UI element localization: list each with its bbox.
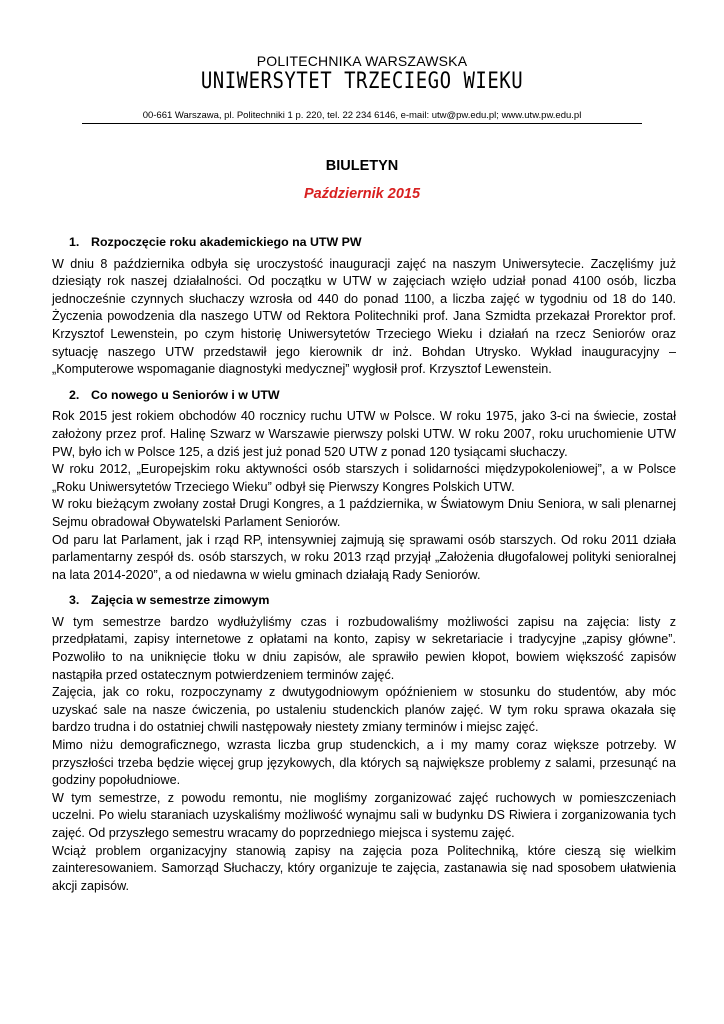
section-title: Co nowego u Seniorów i w UTW — [91, 387, 280, 402]
section-title: Rozpoczęcie roku akademickiego na UTW PW — [91, 235, 362, 249]
section-title: Zajęcia w semestrze zimowym — [91, 593, 270, 608]
paragraph: Rok 2015 jest rokiem obchodów 40 rocznicy ruchu UTW w Polsce. W roku 1975, jako 3-ci na świecie, został założony przez prof. Halinę Szwarz w Warszawie pierwszy polski UTW. W roku 2007, roku uruchomienie UTW PW, było ich w Polsce 125, a dziś jest już ponad 520 UTW z ponad 120 tysiącami słuchaczy. — [52, 409, 676, 459]
paragraph: W tym semestrze, z powodu remontu, nie mogliśmy zorganizować zajęć ruchowych w pomieszczeniach uczelni. Po wielu staraniach uzyskaliśmy możliwość wynajmu sali w budynku DS Riwiera i zorganizowania tych zajęć. Od przyszłego semestru wracamy do poprzedniego miejsca i systemu zajęć. — [52, 790, 676, 840]
section-heading — [52, 234, 676, 252]
paragraph: Wciąż problem organizacyjny stanowią zapisy na zajęcia poza Politechniką, które cieszą się wielkim zainteresowaniem. Samorząd Słuchaczy, który organizuje te zajęcia, zastanawia się nad sposobem ułatwienia akcji zapisów. — [52, 843, 676, 893]
section-news — [52, 387, 676, 585]
contact-line: 00-661 Warszawa, pl. Politechniki 1 p. 220, tel. 22 234 6146, e-mail: utw@pw.edu.pl; www.utw.pw.edu.pl — [142, 110, 582, 121]
section-winter-classes — [52, 592, 676, 895]
document-title: BIULETYN — [325, 158, 399, 174]
paragraph: Mimo niżu demograficznego, wzrasta liczba grup studenckich, a i my mamy coraz większe potrzeby. W przyszłości trzeba będzie więcej grup językowych, dla których są największe problemy z salami, przesunąć na godziny popołudniowe. — [52, 738, 676, 788]
section-number: 2. — [69, 387, 80, 402]
paragraph: W roku bieżącym zwołany został Drugi Kongres, a 1 października, w Światowym Dniu Seniora, w sali plenarnej Sejmu obradował Obywatelski Parlament Seniorów. — [52, 497, 676, 529]
document-body — [52, 234, 676, 903]
section-heading — [52, 592, 676, 610]
paragraph: W tym semestrze bardzo wydłużyliśmy czas i rozbudowaliśmy możliwości zapisu na zajęcia: listy z przedpłatami, zapisy internetowe z opłatami na konto, zapisy w sekretariacie i tradycyjne „zapisy główne”. Pozwoliło to na uniknięcie tłoku w dniu zapisów, ale sprawiło pewien kłopot, bowiem większość zapisów nastąpiła przed ostatecznym potwierdzeniem terminów zajęć. — [52, 614, 676, 682]
section-heading — [52, 387, 676, 405]
paragraph: Zajęcia, jak co roku, rozpoczynamy z dwutygodniowym opóźnieniem w stosunku do studentów, aby móc uzyskać sale na nasze ćwiczenia, po ustaleniu studenckich planów zajęć. W tym roku sprawa okazała się bardzo trudna i do ostatniej chwili następowały niestety zmiany terminów i miejsc zajęć. — [52, 685, 676, 735]
university-name: UNIWERSYTET TRZECIEGO WIEKU — [200, 68, 524, 94]
header-divider — [82, 123, 642, 124]
organization-name: POLITECHNIKA WARSZAWSKA — [256, 53, 468, 69]
section-inauguration — [52, 234, 676, 379]
paragraph: Od paru lat Parlament, jak i rząd RP, intensywniej zajmują się sprawami osób starszych. Od roku 2011 działa parlamentarny zespół ds. osób starszych, w roku 2013 rząd przyjął „Założenia długofalowej polityki senioralnej na lata 2014-2020”, a od niedawna w wielu gminach działają Rady Seniorów. — [52, 532, 676, 582]
document-date: Październik 2015 — [303, 186, 421, 202]
section-number: 1. — [69, 235, 80, 249]
section-number: 3. — [69, 593, 80, 608]
paragraph: W dniu 8 października odbyła się uroczystość inauguracji zajęć na naszym Uniwersytecie. Zaczęliśmy już dziesiąty rok naszej działalności. Od początku w UTW w zajęciach wzięło udział ponad 4100 osób, liczba jednocześnie czynnych słuchaczy wzrosła od 440 do ponad 1100, a liczba zajęć w tygodniu od 18 do 140. Życzenia powodzenia dla naszego UTW od Rektora Politechniki prof. Jana Szmidta przekazał Prorektor prof. Krzysztof Lewenstein, po czym historię Uniwersytetów Trzeciego Wieku i działań na rzecz Seniorów oraz sytuację naszego UTW przedstawił jego kierownik dr inż. Bohdan Utrysko. Wykład inauguracyjny – „Komputerowe wspomaganie diagnostyki medycznej” wygłosił prof. Krzysztof Lewenstein. — [52, 256, 676, 377]
paragraph: W roku 2012, „Europejskim roku aktywności osób starszych i solidarności międzypokoleniowej”, a w Polsce „Roku Uniwersytetów Trzeciego Wieku” odbył się Pierwszy Kongres Polskich UTW. — [52, 462, 676, 494]
